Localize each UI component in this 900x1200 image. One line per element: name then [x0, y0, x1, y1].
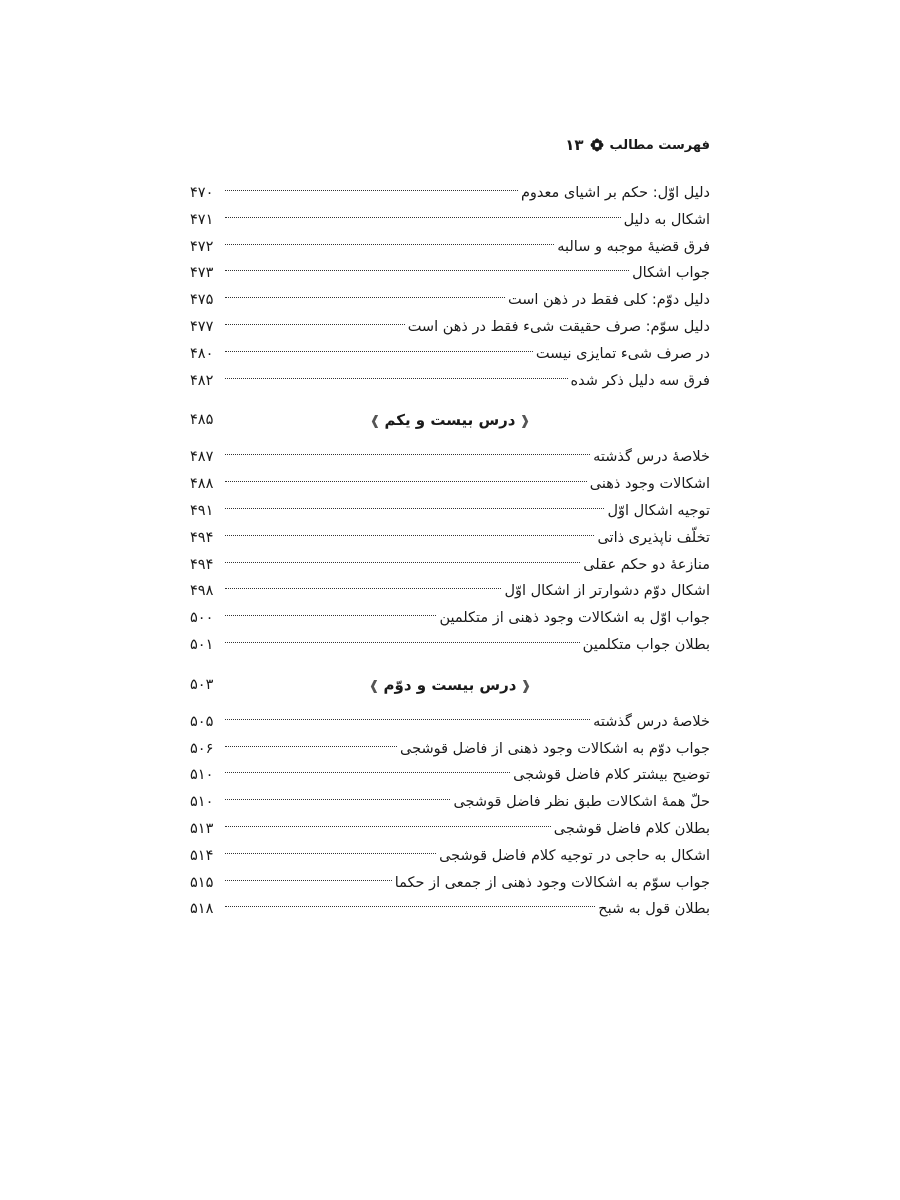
lesson-heading [190, 669, 710, 701]
toc-entry-title: اشکالات وجود ذهنی [589, 476, 710, 493]
toc-entry-page: ۵۰۵ [190, 713, 214, 730]
toc-entry-page: ۵۱۴ [190, 847, 214, 864]
toc-entry-page: ۴۸۰ [190, 345, 214, 362]
lesson-heading-page: ۵۰۳ [190, 676, 214, 693]
dot-leader [225, 378, 568, 379]
toc-entry [190, 870, 710, 897]
toc-entry-page: ۴۹۴ [190, 529, 214, 546]
toc-entry-title: بطلان قول به شبح [598, 901, 710, 918]
dot-leader [225, 642, 580, 643]
toc-entry [190, 207, 710, 234]
toc-entry-title: بطلان کلام فاضل قوشجی [553, 820, 710, 837]
toc-entry-page: ۵۱۸ [190, 901, 214, 918]
toc-entry-title: توضیح بیشتر کلام فاضل قوشجی [513, 767, 710, 784]
toc-entry [190, 444, 710, 471]
toc-entry [190, 843, 710, 870]
toc-entry [190, 471, 710, 498]
toc-entry-page: ۴۸۸ [190, 476, 214, 493]
toc-entry-title: حلّ همهٔ اشکالات طبق نظر فاضل قوشجی [453, 794, 710, 811]
dot-leader [225, 906, 595, 907]
running-head-title: فهرست مطالب [609, 137, 710, 153]
dot-leader [225, 481, 587, 482]
toc-entry [190, 578, 710, 605]
dot-leader [225, 615, 436, 616]
toc-entry-page: ۴۷۲ [190, 238, 214, 255]
toc-entry-page: ۴۸۷ [190, 449, 214, 466]
toc-entry-page: ۴۹۱ [190, 502, 214, 519]
toc-entry-page: ۴۹۸ [190, 583, 214, 600]
toc-entry [190, 762, 710, 789]
toc-entry-page: ۴۷۱ [190, 211, 214, 228]
dot-leader [225, 190, 518, 191]
toc-entry-title: جواب سوّم به اشکالات وجود ذهنی از جمعی از حکما [394, 874, 710, 891]
toc-entry-page: ۴۷۰ [190, 185, 214, 201]
dot-leader [225, 270, 629, 271]
ornament-left-icon: ❰ [520, 678, 532, 694]
dot-leader [225, 562, 580, 563]
dot-leader [225, 799, 450, 800]
toc-entry-title: دلیل سوّم: صرف حقیقت شیء فقط در ذهن است [407, 318, 710, 335]
ornament-right-icon: ❱ [368, 678, 380, 694]
ornament-left-icon: ❰ [519, 414, 531, 430]
dot-leader [225, 454, 590, 455]
toc-entry [190, 816, 710, 843]
ornament-right-icon: ❱ [369, 414, 381, 430]
running-head-page-number: ۱۳ [565, 136, 584, 154]
toc-entry [190, 260, 710, 287]
toc-entry [190, 314, 710, 341]
toc-entry-page: ۵۱۰ [190, 767, 214, 784]
toc-entry-page: ۴۸۲ [190, 372, 214, 389]
toc-entry-page: ۵۱۰ [190, 794, 214, 811]
flower-ornament-icon [590, 138, 604, 152]
toc-entry [190, 341, 710, 368]
toc-entry-page: ۴۹۴ [190, 556, 214, 573]
toc-entry-title: دلیل دوّم: کلی فقط در ذهن است [507, 292, 710, 309]
toc-entry [190, 287, 710, 314]
toc-entry [190, 736, 710, 763]
toc-entry [190, 368, 710, 395]
toc-entry-page: ۵۱۵ [190, 874, 214, 891]
running-head [190, 136, 710, 154]
toc-entry-page: ۵۰۶ [190, 740, 214, 757]
dot-leader [225, 772, 510, 773]
toc-entry-title: جواب اشکال [632, 265, 710, 282]
toc-entry [190, 789, 710, 816]
toc-entry [190, 552, 710, 579]
toc-entry-title: در صرف شیء تمایزی نیست [535, 345, 710, 362]
toc-entry-page: ۵۰۰ [190, 610, 214, 627]
toc-entry-page: ۴۷۵ [190, 292, 214, 309]
toc-entry-page: ۵۰۱ [190, 636, 214, 653]
toc-entry-title: دلیل اوّل: حکم بر اشیای معدوم [520, 185, 710, 201]
lesson-heading-title: درس بیست و یکم [384, 411, 516, 430]
toc-entry-title: جواب دوّم به اشکالات وجود ذهنی از فاضل قوشجی [400, 740, 710, 757]
dot-leader [225, 719, 590, 720]
dot-leader [225, 297, 505, 298]
lesson-heading-title: درس بیست و دوّم [383, 675, 517, 694]
toc-entry-page: ۴۷۳ [190, 265, 214, 282]
toc-entry [190, 605, 710, 632]
table-of-contents [190, 180, 710, 923]
dot-leader [225, 508, 604, 509]
toc-entry-title: بطلان جواب متکلمین [582, 636, 710, 653]
toc-entry-title: فرق سه دلیل ذکر شده [570, 372, 710, 389]
toc-entry-title: اشکال به دلیل [623, 211, 710, 228]
toc-entry [190, 234, 710, 261]
toc-entry-title: منازعهٔ دو حکم عقلی [583, 556, 710, 573]
lesson-heading-page: ۴۸۵ [190, 412, 214, 429]
lesson-heading [190, 404, 710, 436]
toc-entry-title: فرق قضیهٔ موجبه و سالبه [557, 238, 710, 255]
toc-entry-title: جواب اوّل به اشکالات وجود ذهنی از متکلمین [439, 610, 710, 627]
dot-leader [225, 588, 501, 589]
dot-leader [225, 351, 533, 352]
dot-leader [225, 826, 551, 827]
dot-leader [225, 746, 397, 747]
toc-entry-page: ۴۷۷ [190, 318, 214, 335]
dot-leader [225, 244, 554, 245]
toc-entry [190, 498, 710, 525]
dot-leader [225, 324, 405, 325]
toc-entry [190, 180, 710, 207]
dot-leader [225, 853, 436, 854]
toc-entry [190, 525, 710, 552]
toc-entry-title: اشکال به حاجی در توجیه کلام فاضل قوشجی [439, 847, 710, 864]
toc-entry-page: ۵۱۳ [190, 820, 214, 837]
toc-entry [190, 632, 710, 659]
toc-entry-title: خلاصهٔ درس گذشته [593, 449, 710, 466]
dot-leader [225, 535, 594, 536]
toc-entry-title: اشکال دوّم دشوارتر از اشکال اوّل [504, 583, 710, 600]
dot-leader [225, 880, 392, 881]
toc-entry-title: توجیه اشکال اوّل [607, 502, 710, 519]
toc-entry [190, 709, 710, 736]
toc-entry-title: تخلّف ناپذیری ذاتی [597, 529, 710, 546]
dot-leader [225, 217, 621, 218]
toc-entry-title: خلاصهٔ درس گذشته [593, 713, 710, 730]
toc-entry [190, 896, 710, 923]
